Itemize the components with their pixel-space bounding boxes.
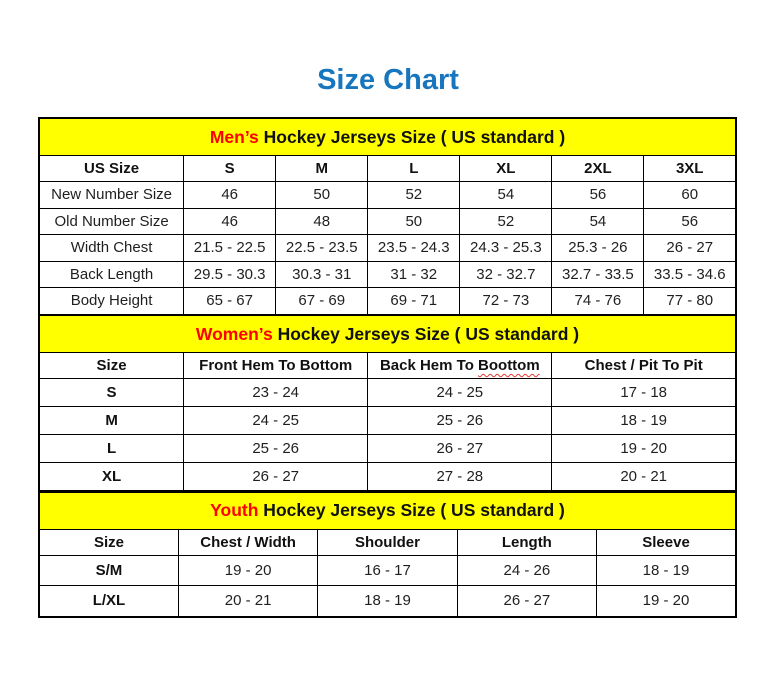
size-tables-container	[38, 117, 737, 618]
cell-value: 26 - 27	[184, 463, 368, 492]
youth-banner-accent: Youth	[210, 500, 259, 520]
mens-column-header-0: US Size	[39, 156, 184, 182]
cell-value: 23 - 24	[184, 379, 368, 407]
cell-value: 26 - 27	[644, 235, 736, 262]
row-label: S	[39, 379, 184, 407]
mens-column-header-2: M	[276, 156, 368, 182]
cell-value: 24 - 25	[184, 407, 368, 435]
row-label: Back Length	[39, 261, 184, 288]
cell-value: 50	[276, 182, 368, 209]
mens-row	[39, 288, 736, 315]
cell-value: 18 - 19	[318, 586, 457, 617]
cell-value: 77 - 80	[644, 288, 736, 315]
cell-value: 26 - 27	[368, 435, 552, 463]
row-label: New Number Size	[39, 182, 184, 209]
cell-value: 29.5 - 30.3	[184, 261, 276, 288]
womens-header-row	[39, 353, 736, 379]
cell-value: 18 - 19	[597, 555, 736, 586]
cell-value: 17 - 18	[552, 379, 736, 407]
mens-row	[39, 235, 736, 262]
cell-value: 54	[460, 182, 552, 209]
mens-size-table	[38, 117, 737, 316]
mens-column-header-3: L	[368, 156, 460, 182]
cell-value: 65 - 67	[184, 288, 276, 315]
mens-column-header-5: 2XL	[552, 156, 644, 182]
row-label: M	[39, 407, 184, 435]
cell-value: 25 - 26	[368, 407, 552, 435]
youth-column-header-0: Size	[39, 529, 178, 555]
cell-value: 23.5 - 24.3	[368, 235, 460, 262]
womens-size-table	[38, 314, 737, 492]
page-title: Size Chart	[317, 64, 459, 96]
mens-column-header-6: 3XL	[644, 156, 736, 182]
row-label: XL	[39, 463, 184, 492]
cell-value: 24 - 26	[457, 555, 596, 586]
cell-value: 56	[552, 182, 644, 209]
cell-value: 22.5 - 23.5	[276, 235, 368, 262]
cell-value: 20 - 21	[178, 586, 317, 617]
cell-value: 31 - 32	[368, 261, 460, 288]
womens-row	[39, 435, 736, 463]
cell-value: 46	[184, 182, 276, 209]
row-label: L	[39, 435, 184, 463]
cell-value: 52	[368, 182, 460, 209]
cell-value: 18 - 19	[552, 407, 736, 435]
youth-column-header-1: Chest / Width	[178, 529, 317, 555]
cell-value: 48	[276, 208, 368, 235]
youth-size-table	[38, 491, 737, 618]
cell-value: 50	[368, 208, 460, 235]
youth-column-header-3: Length	[457, 529, 596, 555]
cell-value: 25 - 26	[184, 435, 368, 463]
cell-value: 74 - 76	[552, 288, 644, 315]
cell-value: 69 - 71	[368, 288, 460, 315]
cell-value: 60	[644, 182, 736, 209]
cell-value: 24 - 25	[368, 379, 552, 407]
cell-value: 24.3 - 25.3	[460, 235, 552, 262]
youth-banner: Youth Hockey Jerseys Size ( US standard )	[39, 492, 736, 530]
youth-header-row	[39, 529, 736, 555]
cell-value: 16 - 17	[318, 555, 457, 586]
cell-value: 19 - 20	[597, 586, 736, 617]
row-label: Width Chest	[39, 235, 184, 262]
youth-column-header-4: Sleeve	[597, 529, 736, 555]
mens-row	[39, 208, 736, 235]
mens-column-header-1: S	[184, 156, 276, 182]
cell-value: 46	[184, 208, 276, 235]
womens-row	[39, 463, 736, 492]
row-label: L/XL	[39, 586, 178, 617]
youth-column-header-2: Shoulder	[318, 529, 457, 555]
cell-value: 30.3 - 31	[276, 261, 368, 288]
youth-row	[39, 586, 736, 617]
cell-value: 21.5 - 22.5	[184, 235, 276, 262]
row-label: Body Height	[39, 288, 184, 315]
mens-header-row	[39, 156, 736, 182]
misspelled-word: Boottom	[478, 357, 540, 374]
cell-value: 19 - 20	[178, 555, 317, 586]
mens-banner: Men’s Hockey Jerseys Size ( US standard )	[39, 118, 736, 156]
mens-row	[39, 182, 736, 209]
womens-banner: Women’s Hockey Jerseys Size ( US standard )	[39, 315, 736, 353]
row-label: S/M	[39, 555, 178, 586]
cell-value: 54	[552, 208, 644, 235]
cell-value: 27 - 28	[368, 463, 552, 492]
mens-row	[39, 261, 736, 288]
cell-value: 19 - 20	[552, 435, 736, 463]
cell-value: 25.3 - 26	[552, 235, 644, 262]
cell-value: 32 - 32.7	[460, 261, 552, 288]
womens-column-header-1: Front Hem To Bottom	[184, 353, 368, 379]
cell-value: 52	[460, 208, 552, 235]
row-label: Old Number Size	[39, 208, 184, 235]
cell-value: 32.7 - 33.5	[552, 261, 644, 288]
mens-banner-accent: Men’s	[209, 126, 259, 147]
mens-column-header-4: XL	[460, 156, 552, 182]
youth-row	[39, 555, 736, 586]
womens-column-header-3: Chest / Pit To Pit	[552, 353, 736, 379]
cell-value: 72 - 73	[460, 288, 552, 315]
womens-row	[39, 407, 736, 435]
womens-column-header-0: Size	[39, 353, 184, 379]
cell-value: 56	[644, 208, 736, 235]
womens-row	[39, 379, 736, 407]
womens-banner-accent: Women’s	[195, 323, 273, 344]
cell-value: 20 - 21	[552, 463, 736, 492]
cell-value: 67 - 69	[276, 288, 368, 315]
womens-column-header-2: Back Hem To Boottom	[368, 353, 552, 379]
cell-value: 26 - 27	[457, 586, 596, 617]
cell-value: 33.5 - 34.6	[644, 261, 736, 288]
